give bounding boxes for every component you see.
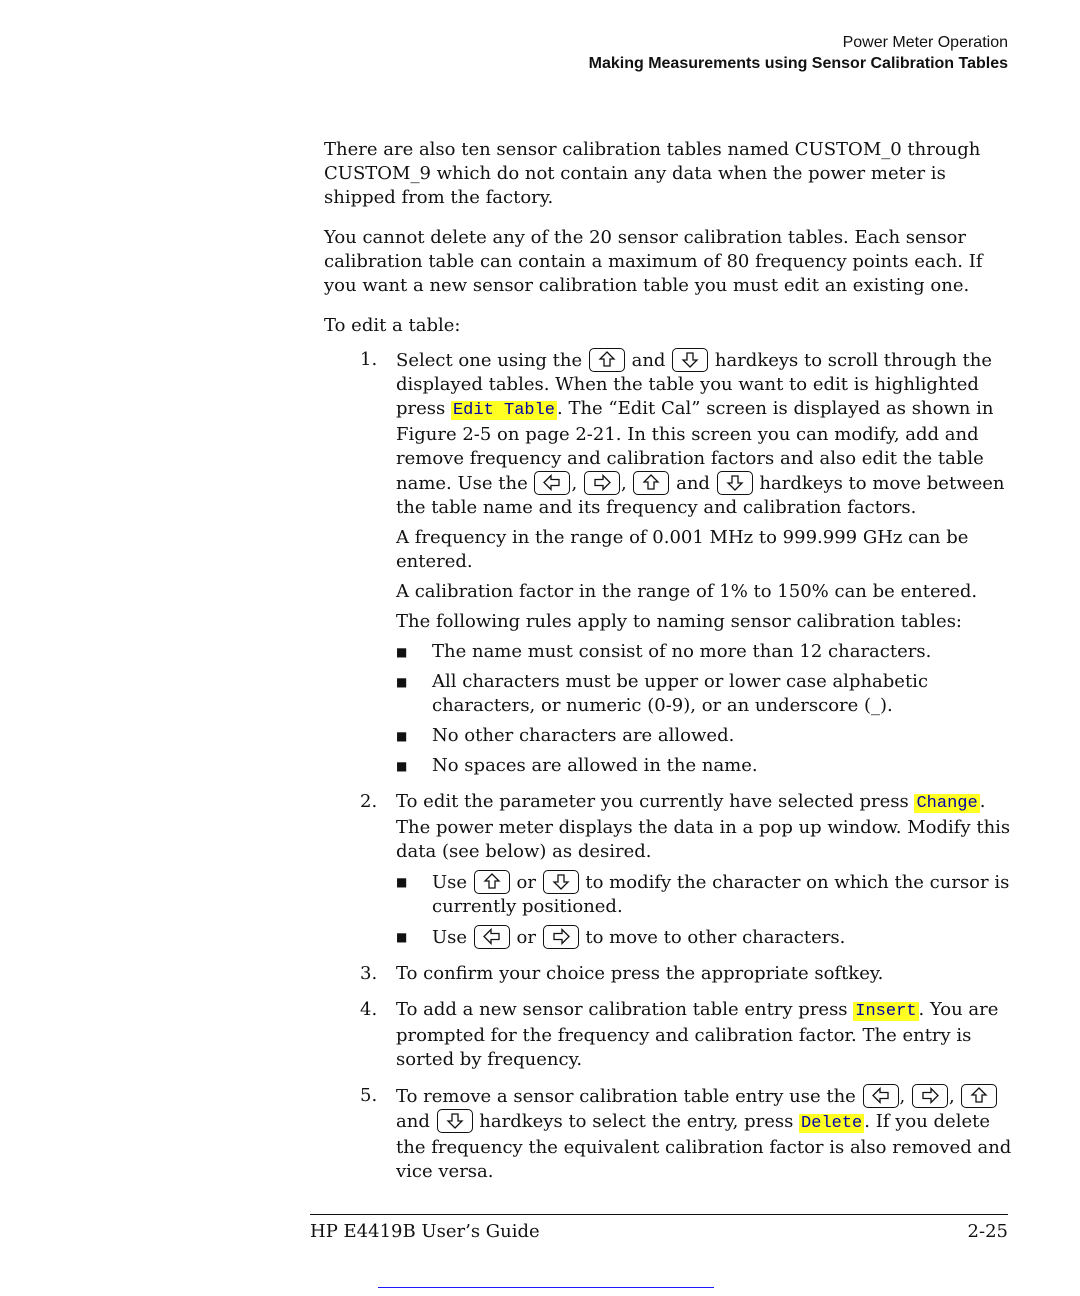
paragraph: You cannot delete any of the 20 sensor calibration tables. Each sensor calibration table can contain a maximum of 80 frequency points each. If you want a new sensor calibration table you must edit an existing one. xyxy=(324,227,983,296)
bullet-icon: ■ xyxy=(396,645,408,659)
bullet-icon: ■ xyxy=(396,729,408,743)
list-item: ■ No spaces are allowed in the name. xyxy=(396,755,758,776)
delete-softkey: Delete xyxy=(801,1114,863,1133)
bullet-icon: ■ xyxy=(396,759,408,773)
step-2 xyxy=(324,790,1014,956)
step-text: To confirm your choice press the appropriate softkey. xyxy=(396,963,884,984)
list-item: ■ All characters must be upper or lower case alphabetic characters, or numeric (0-9), or an underscore (_). xyxy=(396,671,929,716)
step-3 xyxy=(324,962,1014,992)
list-item: ■ The name must consist of no more than 12 characters. xyxy=(396,641,932,662)
step-text: Select one using the and hardkeys to scroll through the displayed tables. When the table you want to edit is highlighted press Edit Table . The “Edit Cal” screen is displayed as shown in Figure 2-5 on page 2-21. In this screen you can modify, add and remove frequency and calibration factors and also edit the table name. Use the , , and hardkeys to move between the table name and its frequency and calibration factors. xyxy=(396,350,1005,518)
down-arrow-key-icon xyxy=(543,870,579,894)
page-number: 2-25 xyxy=(967,1221,1008,1242)
chapter-title: Power Meter Operation xyxy=(842,34,1008,51)
up-arrow-key-icon xyxy=(474,870,510,894)
edit-table-softkey: Edit Table xyxy=(452,401,556,420)
frequency-range-text: A frequency in the range of 0.001 MHz to 999.999 GHz can be entered. xyxy=(396,527,969,572)
down-arrow-key-icon xyxy=(437,1109,473,1133)
step-5 xyxy=(324,1084,1014,1190)
right-arrow-key-icon xyxy=(543,925,579,949)
step-text: To remove a sensor calibration table entry use the , , and hardkeys to select the entry, press Delete . If you delete the frequency the equivalent calibration factor is also removed and vice versa. xyxy=(396,1086,1012,1182)
list-item: ■ No other characters are allowed. xyxy=(396,725,735,746)
step-4 xyxy=(324,998,1014,1078)
bullet-icon: ■ xyxy=(396,875,408,889)
down-arrow-key-icon xyxy=(672,348,708,372)
up-arrow-key-icon xyxy=(633,471,669,495)
down-arrow-key-icon xyxy=(717,471,753,495)
paragraph: There are also ten sensor calibration tables named CUSTOM_0 through CUSTOM_9 which do not contain any data when the power meter is shipped from the factory. xyxy=(324,139,981,208)
running-header xyxy=(589,32,1008,74)
step-number: 4. xyxy=(360,999,378,1020)
bullet-icon: ■ xyxy=(396,930,408,944)
naming-rules-intro: The following rules apply to naming sensor calibration tables: xyxy=(396,611,962,632)
cal-factor-range-text: A calibration factor in the range of 1% to 150% can be entered. xyxy=(396,581,978,602)
page-footer xyxy=(310,1214,1008,1242)
step-number: 1. xyxy=(360,349,378,370)
left-arrow-key-icon xyxy=(534,471,570,495)
left-arrow-key-icon xyxy=(863,1084,899,1108)
right-arrow-key-icon xyxy=(912,1084,948,1108)
link-underline[interactable] xyxy=(378,1287,714,1288)
step-number: 5. xyxy=(360,1085,378,1106)
up-arrow-key-icon xyxy=(589,348,625,372)
page-body xyxy=(324,138,1014,1196)
bullet-icon: ■ xyxy=(396,675,408,689)
up-arrow-key-icon xyxy=(961,1084,997,1108)
paragraph: To edit a table: xyxy=(324,315,461,336)
insert-softkey: Insert xyxy=(855,1002,917,1021)
step-text: To add a new sensor calibration table entry press Insert . You are prompted for the frequency and calibration factor. The entry is sorted by frequency. xyxy=(396,999,999,1070)
list-item: ■ Use or to modify the character on which the cursor is currently positioned. xyxy=(396,872,1010,917)
step-number: 2. xyxy=(360,791,378,812)
list-item: ■ Use or to move to other characters. xyxy=(396,927,846,948)
right-arrow-key-icon xyxy=(584,471,620,495)
left-arrow-key-icon xyxy=(474,925,510,949)
step-1 xyxy=(324,348,1014,784)
step-number: 3. xyxy=(360,963,378,984)
step-text: To edit the parameter you currently have selected press Change . The power meter displays the data in a pop up window. Modify this data (see below) as desired. xyxy=(396,791,1011,862)
section-title: Making Measurements using Sensor Calibration Tables xyxy=(588,55,1008,72)
guide-title: HP E4419B User’s Guide xyxy=(310,1221,540,1242)
change-softkey: Change xyxy=(916,794,978,813)
